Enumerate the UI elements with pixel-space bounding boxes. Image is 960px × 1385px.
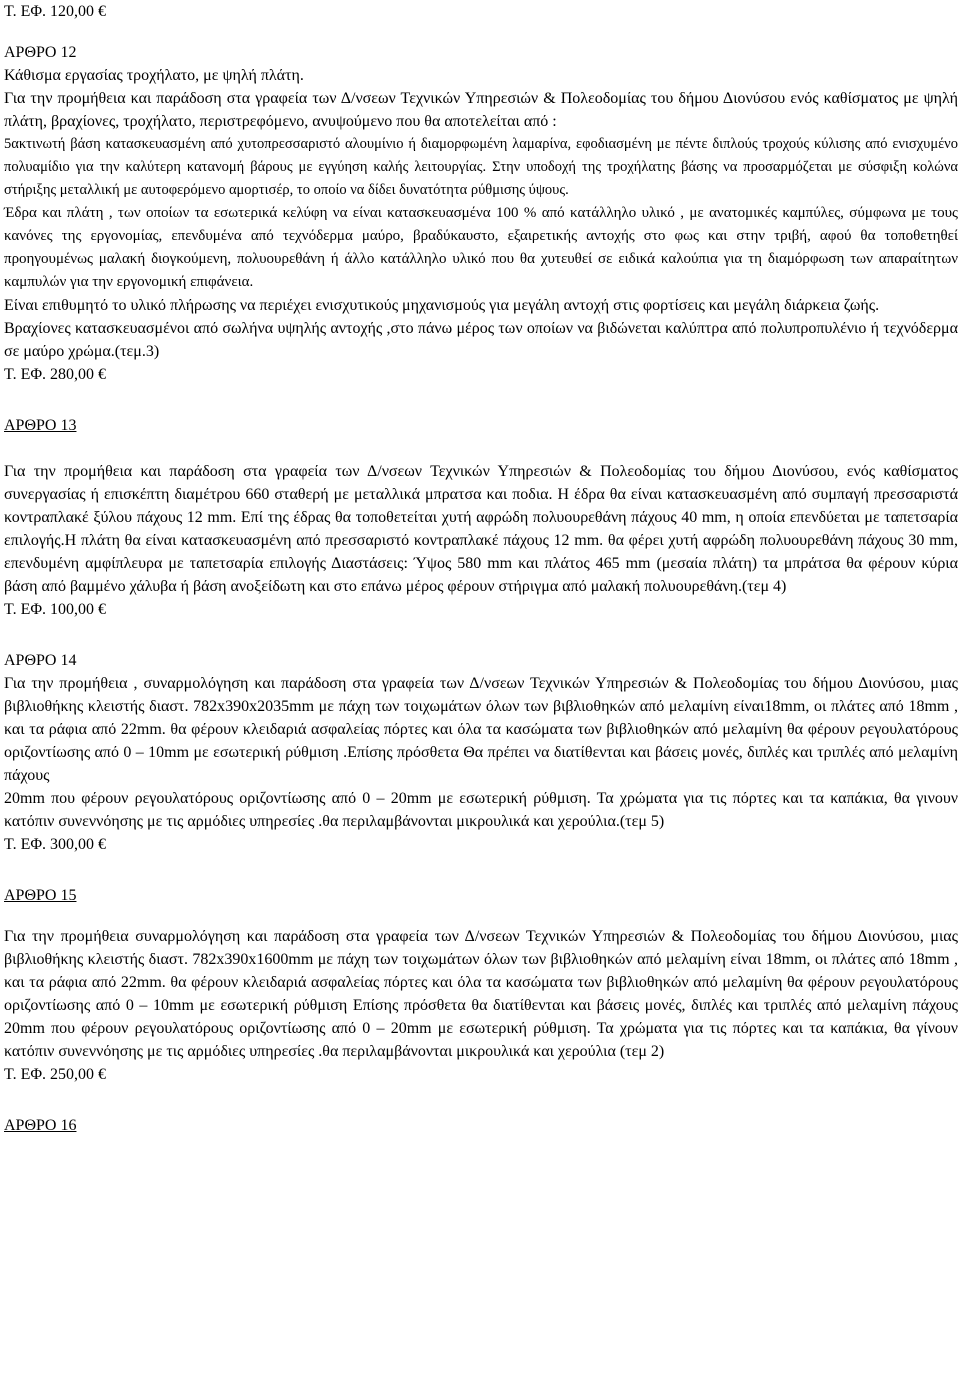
article-12 — [4, 41, 958, 386]
article-15-title-text: ΑΡΘΡΟ 15 — [4, 887, 77, 904]
article-14-paragraph-1: Για την προμήθεια , συναρμολόγηση και παράδοση στα γραφεία των Δ/νσεων Τεχνικών Υπηρεσιών & Πολεοδομίας του δήμου Διονύσου, μιας βιβλιοθήκης κλειστής διαστ. 782x390x2035mm με πάχη των τοιχωμάτων όλων των βιβλιοθηκών από μελαμίνη είναι18mm, οι πλάτες από 18mm , και τα ράφια από 22mm. θα φέρουν κλειδαριά ασφαλείας πόρτες και όλα τα κασώματα των βιβλιοθηκών από μελαμίνη θα φέρουν ρεγουλατόρους οριζοντίωσης από 0 – 10mm με εσωτερική ρύθμιση .Επίσης πρόσθετα Θα πρέπει να διατίθενται και βάσεις μονές, διπλές και τριπλές από μελαμίνη πάχους — [4, 675, 958, 784]
article-15-title — [4, 884, 958, 907]
article-12-paragraph-3: Έδρα και πλάτη , των οποίων τα εσωτερικά κελύφη να είναι κατασκευασμένα 100 % από κατάλληλο υλικό , με ανατομικές καμπύλες, σύμφωνα με τους κανόνες της εργονομίας, επενδυμένα από τεχνόδερμα μαύρο, βραδύκαυστο, εξαιρετικής αντοχής στο φως και στην τριβή, αφού θα τοποθετηθεί προηγουμένως μαλακή διογκούμενη, πολυουρεθάνη ή άλλο κατάλληλο υλικό που θα χυτευθεί σε ειδικά καλούπια για τη διαμόρφωση των απαραίτητων καμπυλών για την εργονομική επιφάνεια. — [4, 205, 958, 290]
article-15 — [4, 884, 958, 1086]
article-12-paragraph-1: Για την προμήθεια και παράδοση στα γραφεία των Δ/νσεων Τεχνικών Υπηρεσιών & Πολεοδομίας του δήμου Διονύσου ενός καθίσματος με ψηλή πλάτη, βραχίονες, τροχήλατο, περιστρεφόμενο, ανυψούμενο που θα αποτελείται από : — [4, 90, 958, 130]
article-12-title: ΑΡΘΡΟ 12 — [4, 44, 77, 61]
article-14-price: Τ. ΕΦ. 300,00 € — [4, 836, 107, 853]
price-line-prev: Τ. ΕΦ. 120,00 € — [4, 3, 107, 20]
article-16 — [4, 1114, 958, 1137]
article-12-subtitle: Κάθισμα εργασίας τροχήλατο, με ψηλή πλάτη. — [4, 67, 304, 84]
article-14 — [4, 649, 958, 856]
article-13-price: Τ. ΕΦ. 100,00 € — [4, 601, 107, 618]
article-14-title: ΑΡΘΡΟ 14 — [4, 652, 77, 669]
article-13-paragraph-1: Για την προμήθεια και παράδοση στα γραφεία των Δ/νσεων Τεχνικών Υπηρεσιών & Πολεοδομίας του δήμου Διονύσου, ενός καθίσματος συνεργασίας ή επισκέπτη διαμέτρου 660 σταθερή με μεταλλικά μπρατσα και ποδια. Η έδρα θα είναι κατασκευασμένη από συμπαγή πρεσσαριστά κοντραπλακέ ξύλου πάχους 12 mm. Επί της έδρας θα τοποθετείται χυτή αφρώδη πολυουρεθάνη πάχους 40 mm, η οποία επενδύεται με ταπετσαρία επιλογής.Η πλάτη θα είναι κατασκευασμένη από πρεσσαριστό κοντραπλακέ πάχους 12 mm. θα φέρει χυτή αφρώδη πολυουρεθάνη πάχους 30 mm, επενδυμένη αμφίπλευρα με ταπετσαρία επιλογής Διαστάσεις: Ύψος 580 mm και πλάτος 465 mm (μεσαία πλάτη) τα μπράτσα θα φέρουν κύρια βάση από βαμμένο χάλυβα ή βάση ανοξείδωτη και στο επάνω μέρος φέρουν στήριγμα από μαλακή πολυουρεθάνη.(τεμ 4) — [4, 463, 958, 595]
article-12-price: Τ. ΕΦ. 280,00 € — [4, 366, 107, 383]
article-13-title-text: ΑΡΘΡΟ 13 — [4, 417, 77, 434]
article-15-price: Τ. ΕΦ. 250,00 € — [4, 1066, 107, 1083]
article-13 — [4, 414, 958, 621]
article-12-paragraph-4: Είναι επιθυμητό το υλικό πλήρωσης να περιέχει ενισχυτικούς μηχανισμούς για μεγάλη αντοχή στις φορτίσεις και μεγάλη διάρκεια ζωής. — [4, 297, 880, 314]
document-page — [4, 0, 958, 1137]
article-12-paragraph-2: 5ακτινωτή βάση κατασκευασμένη από χυτοπρεσσαριστό αλουμίνιο ή διαμορφωμένη λαμαρίνα, εφοδιασμένη με πέντε διπλούς τροχούς κύλισης από ενισχυμένο πολυαμίδιο για την καλύτερη κατανομή βάρους με εγγύηση καλής λειτουργίας. Στην υποδοχή της τροχήλατης βάσης να προσαρμόζεται με σύσφιξη κολώνα στήριξης μεταλλική με αυτοφερόμενο αμορτισέρ, το οποίο να δίδει δυνατότητα ρύθμισης ύψους. — [4, 136, 958, 198]
article-13-title — [4, 414, 958, 437]
article-16-title — [4, 1114, 958, 1137]
article-12-paragraph-5: Βραχίονες κατασκευασμένοι από σωλήνα υψηλής αντοχής ,στο πάνω μέρος των οποίων να βιδώνεται καλύπτρα από πολυπροπυλένιο ή τεχνόδερμα σε μαύρο χρώμα.(τεμ.3) — [4, 320, 958, 360]
article-14-paragraph-2: 20mm που φέρουν ρεγουλατόρους οριζοντίωσης από 0 – 20mm με εσωτερική ρύθμιση. Τα χρώματα για τις πόρτες και τα καπάκια, θα γινουν κατόπιν συνεννόησης με τις αρμόδιες υπηρεσίες .θα περιλαμβάνονται μικρουλικά και χερούλια.(τεμ 5) — [4, 790, 958, 830]
article-16-title-text: ΑΡΘΡΟ 16 — [4, 1117, 77, 1134]
article-15-paragraph-1: Για την προμήθεια συναρμολόγηση και παράδοση στα γραφεία των Δ/νσεων Τεχνικών Υπηρεσιών & Πολεοδομίας του δήμου Διονύσου, μιας βιβλιοθήκης κλειστής διαστ. 782x390x1600mm με πάχη των τοιχωμάτων όλων των βιβλιοθηκών από μελαμίνη είναι 18mm, οι πλάτες από 18mm , και τα ράφια από 22mm. θα φέρουν κλειδαριά ασφαλείας πόρτες και όλα τα κασώματα των βιβλιοθηκών από μελαμίνη θα φέρουν ρεγουλατόρους οριζοντίωσης από 0 – 10mm με εσωτερική ρύθμιση Επίσης πρόσθετα θα διατίθενται και βάσεις μονές, διπλές και τριπλές από μελαμίνη πάχους 20mm που φέρουν ρεγουλατόρους οριζοντίωσης από 0 – 20mm με εσωτερική ρύθμιση. Τα χρώματα για τις πόρτες και τα καπάκια, θα γίνουν κατόπιν συνεννόησης με τις αρμόδιες υπηρεσίες .θα περιλαμβάνονται μικρουλικά και χερούλια (τεμ 2) — [4, 928, 958, 1060]
